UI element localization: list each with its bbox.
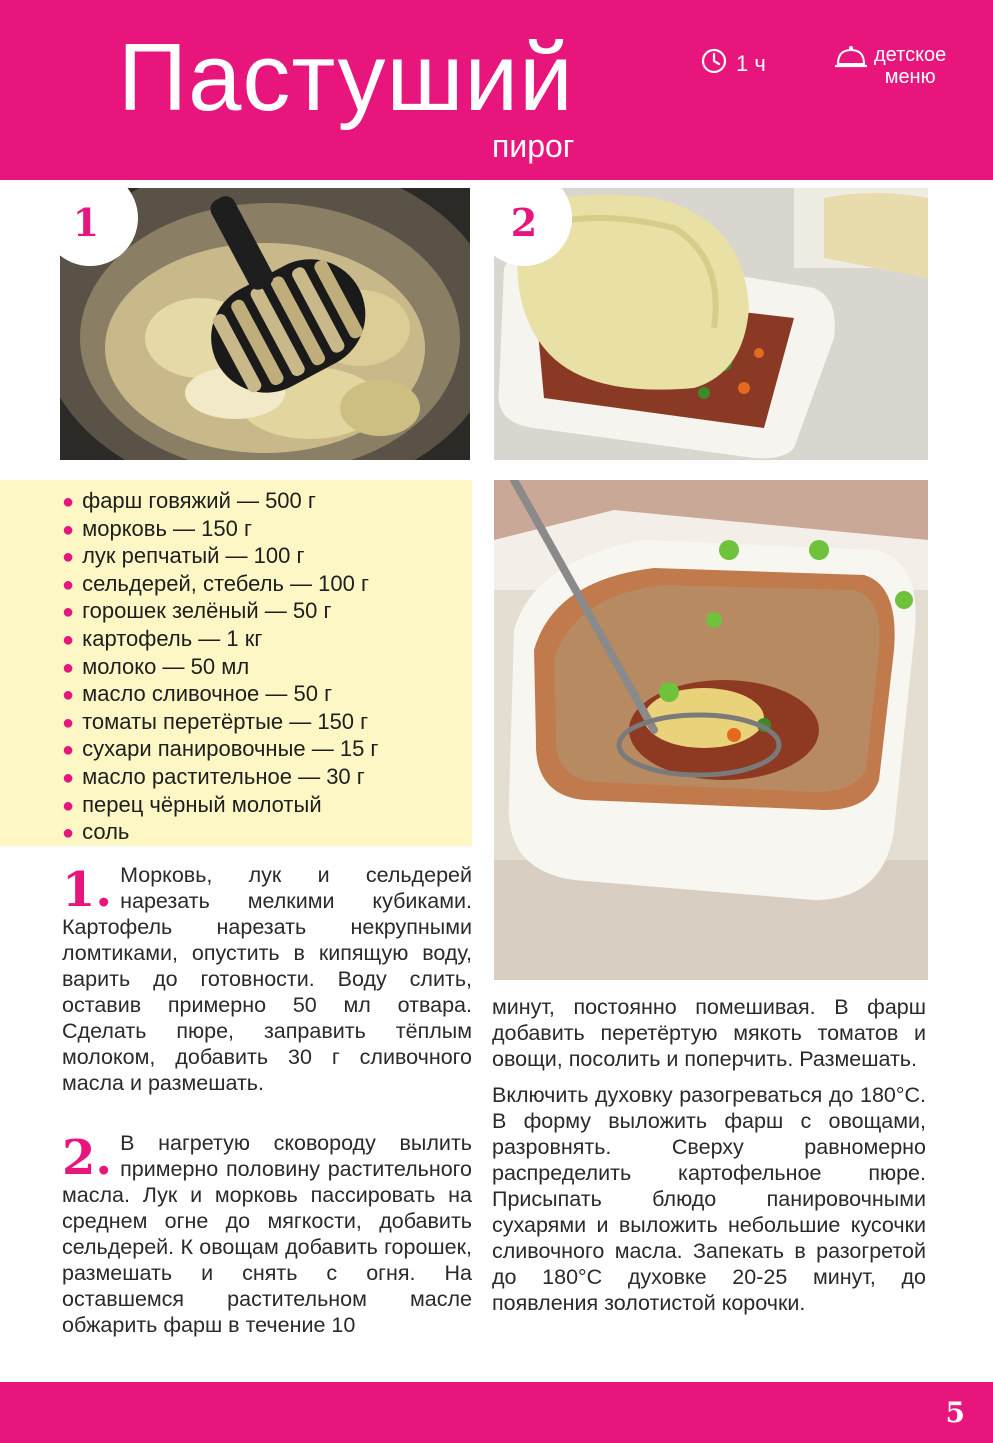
ingredient-item: ● сельдерей, стебель — 100 г bbox=[62, 570, 369, 596]
bullet-icon: ● bbox=[62, 491, 75, 513]
ingredient-item: ● сухари панировочные — 15 г bbox=[62, 736, 379, 762]
menu-category-line1: детское bbox=[874, 44, 947, 66]
bullet-icon: ● bbox=[62, 684, 75, 707]
header-band bbox=[0, 0, 993, 180]
page-title: Пастуший bbox=[118, 24, 574, 131]
photo-step-1 bbox=[60, 188, 470, 460]
bullet-icon: ● bbox=[62, 766, 75, 789]
bullet-icon: ● bbox=[62, 739, 75, 762]
step-2-text: В нагретую сковороду вылить примерно половину растительного масла. Лук и морковь пассировать на среднем огне до мягкости, добавить сельдерей. К овощам добавить горошек, размешать и снять с огня. На оставшемся растительном масле обжарить фарш в течение 10 bbox=[62, 1131, 472, 1337]
page-subtitle: пирог bbox=[492, 128, 575, 164]
ingredient-item: ● томаты перетёртые — 150 г bbox=[62, 708, 369, 734]
ingredient-item: ● горошек зелёный — 50 г bbox=[62, 598, 332, 624]
footer-band bbox=[0, 1382, 993, 1443]
ingredients-panel bbox=[0, 480, 472, 846]
ingredient-item: ● морковь — 150 г bbox=[62, 515, 253, 541]
bullet-icon: ● bbox=[62, 573, 75, 596]
page-number: 5 bbox=[945, 1396, 965, 1429]
ingredient-item: ● картофель — 1 кг bbox=[62, 625, 263, 651]
step-1-number: 1. bbox=[62, 862, 113, 918]
bullet-icon: ● bbox=[62, 601, 75, 624]
ingredients-list bbox=[62, 488, 472, 847]
cooking-time-label: 1 ч bbox=[736, 51, 766, 76]
bullet-icon: ● bbox=[62, 518, 75, 541]
ingredient-item: ● молоко — 50 мл bbox=[62, 653, 250, 679]
clock-icon bbox=[700, 47, 728, 81]
photo-step-2 bbox=[494, 188, 928, 460]
ingredient-item: ● лук репчатый — 100 г bbox=[62, 543, 305, 569]
ingredient-item: ● перец чёрный молотый bbox=[62, 791, 322, 817]
menu-category bbox=[834, 44, 946, 88]
step-2-continued bbox=[492, 994, 926, 1326]
bullet-icon: ● bbox=[62, 656, 75, 679]
ingredient-item: ● масло сливочное — 50 г bbox=[62, 681, 333, 707]
cooking-time bbox=[700, 48, 766, 80]
bullet-icon: ● bbox=[62, 546, 75, 569]
ingredient-item: ● фарш говяжий — 500 г bbox=[62, 488, 316, 513]
ingredient-item: ● соль bbox=[62, 819, 130, 845]
step-2-number: 2. bbox=[62, 1130, 113, 1186]
photo-step-2-number: 2 bbox=[510, 200, 538, 245]
step-3-text: Включить духовку разогреваться до 180°С. В форму выложить фарш с овощами, разровнять. Сверху равномерно распределить картофельное пюре. Присыпать блюдо панировочными сухарями и выложить небольшие кусочки сливочного масла. Запекать в разогретой до 180°С духовке 20-25 минут, до появления золотистой корочки. bbox=[492, 1083, 926, 1315]
photo-finished-dish bbox=[494, 480, 928, 980]
step-1 bbox=[62, 862, 472, 1096]
menu-category-line2: меню bbox=[884, 66, 936, 88]
step-2-continued-text: минут, постоянно помешивая. В фарш добавить перетёртую мякоть томатов и овощи, посолить и поперчить. Размешать. bbox=[492, 995, 926, 1071]
step-2 bbox=[62, 1130, 472, 1338]
bullet-icon: ● bbox=[62, 794, 75, 817]
cloche-icon bbox=[834, 44, 868, 75]
photo-step-1-number: 1 bbox=[72, 200, 100, 245]
bullet-icon: ● bbox=[62, 822, 75, 845]
bullet-icon: ● bbox=[62, 628, 75, 651]
step-1-text: Морковь, лук и сельдерей нарезать мелкими кубиками. Картофель нарезать некрупными ломтиками, опустить в кипящую воду, варить до готовности. Воду слить, оставив примерно 50 мл отвара. Сделать пюре, заправить тёплым молоком, добавить 30 г сливочного масла и размешать. bbox=[62, 863, 472, 1095]
bullet-icon: ● bbox=[62, 711, 75, 734]
ingredient-item: ● масло растительное — 30 г bbox=[62, 763, 365, 789]
